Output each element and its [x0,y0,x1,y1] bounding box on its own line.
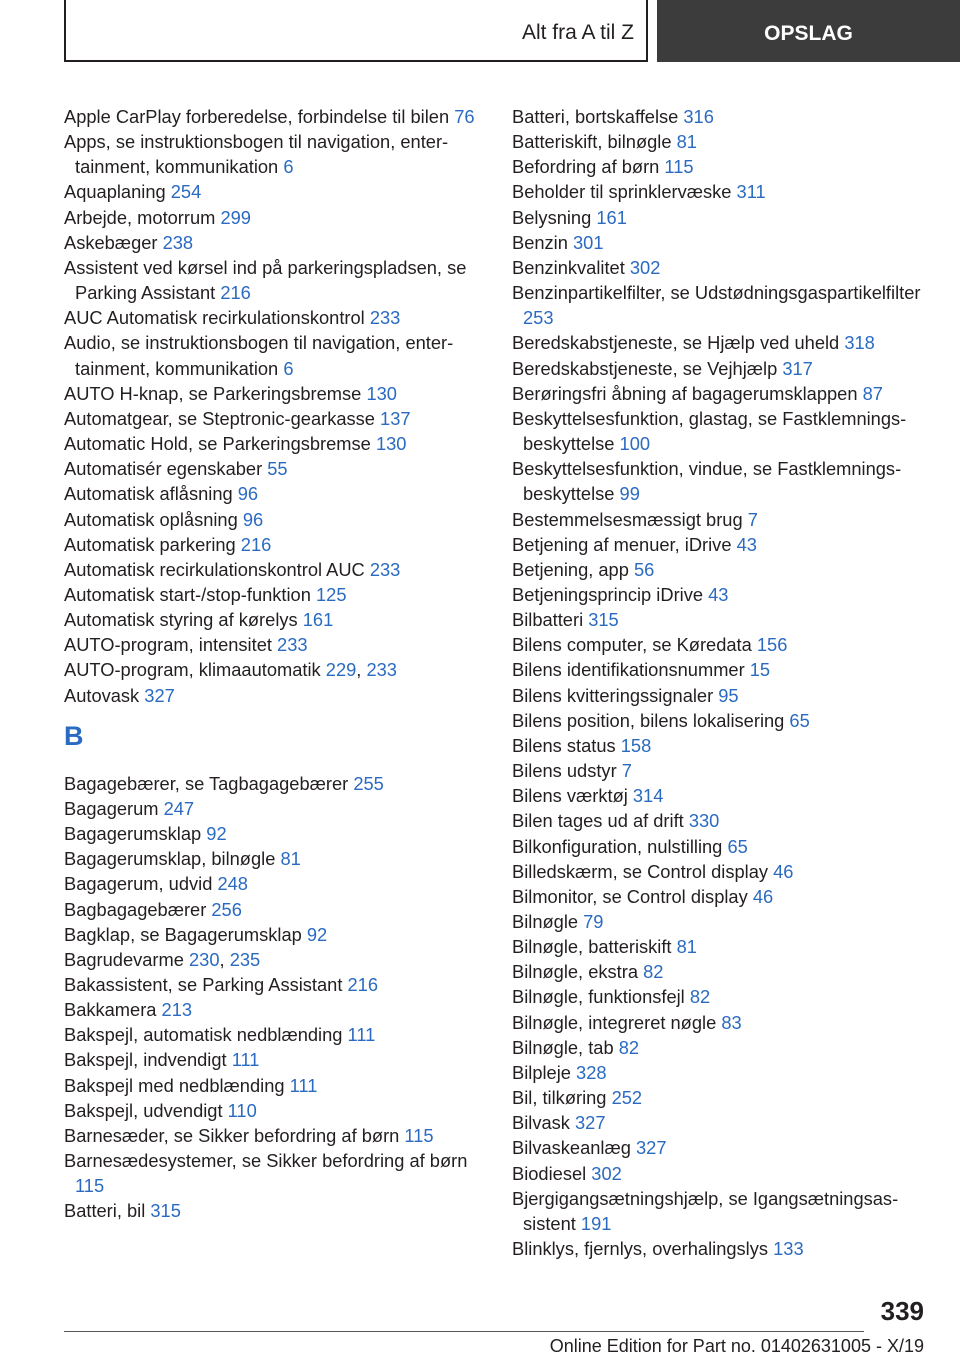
page-reference-link[interactable]: 235 [229,948,261,970]
index-term: Automatisk aflåsning [64,483,238,505]
page-reference-link[interactable]: 83 [721,1011,742,1033]
index-entry [64,431,494,456]
index-entry [512,1161,932,1186]
index-term: Betjening af menuer, iDrive [512,533,737,555]
index-term: Bagagerum, udvid [64,873,218,895]
index-entry [512,683,932,708]
index-entry [64,821,494,846]
index-entry [64,1022,494,1047]
index-term: Bilmonitor, se Control display [512,885,753,907]
page-reference-link[interactable]: 81 [676,131,697,153]
index-term: Biodiesel [512,1162,592,1184]
index-entry [64,205,494,230]
index-entry [512,230,932,255]
page-reference-link[interactable]: 233 [369,558,401,580]
index-term: AUC Automatisk recirkulationskontrol [64,307,370,329]
index-entry [512,1236,932,1261]
index-entry [64,481,494,506]
index-entry [64,997,494,1022]
page-reference-link[interactable]: 255 [353,772,384,794]
right-entries [512,104,932,1261]
index-entry [512,582,932,607]
index-entry [64,922,494,947]
page-reference-link[interactable]: 96 [242,508,264,530]
page-reference-link[interactable]: 6 [283,357,294,379]
index-term: Apple CarPlay forberedelse, forbindelse til bilen [64,106,455,127]
index-entry [64,632,494,657]
page-reference-link[interactable]: 133 [773,1238,804,1260]
page-reference-link[interactable]: 311 [736,181,766,203]
index-entry [512,507,932,532]
page-reference-link[interactable]: 248 [217,873,248,895]
header-section-label-box [64,0,648,62]
page-reference-link[interactable]: 99 [619,483,640,505]
index-entry [64,557,494,582]
index-entry [64,507,494,532]
index-term: Bilbatteri [512,609,589,631]
index-entry [64,972,494,997]
page-reference-link[interactable]: 318 [844,332,875,354]
index-entry [512,909,932,934]
page-reference-link[interactable]: 233 [277,634,308,656]
index-term: Automatisk oplåsning [64,508,243,530]
index-term: Automatisér egenskaber [64,458,268,480]
index-term: Bilpleje [512,1061,577,1083]
section-label: Alt fra A til Z [521,21,634,44]
index-entry [64,406,494,431]
index-term: Bakassistent, se Parking Assistant [64,974,348,995]
page-reference-link[interactable]: 229 [325,659,357,681]
index-entry [512,708,932,733]
index-term: Bakkamera [64,999,162,1021]
index-term: Bilens udstyr [512,760,622,782]
page-reference-link[interactable]: 161 [302,609,334,631]
page-reference-link[interactable]: 302 [591,1162,622,1184]
page-reference-link[interactable]: 238 [162,231,194,253]
page-reference-link[interactable]: 125 [315,583,347,605]
index-term: Barnesædesystemer, se Sikker befordring af børn [64,1150,468,1172]
page-reference-link[interactable]: 327 [575,1112,606,1134]
index-term: Automatisk recirkulationskontrol AUC [64,558,370,580]
left-entries-a [64,104,494,708]
index-entry [64,1198,494,1223]
page-reference-link[interactable]: 137 [380,407,411,429]
index-entry [64,683,494,708]
index-term: Bilvask [512,1112,575,1134]
page-reference-link[interactable]: 82 [618,1036,640,1058]
index-term: Bagagerum [64,797,164,819]
index-term: Beredskabstjeneste, se Hjælp ved uheld [512,332,845,354]
page-reference-link[interactable]: 7 [621,760,632,782]
index-term: Beskyttelsesfunktion, vindue, se Fastklemningsbeskyttelse [512,458,902,505]
index-term: Bilens computer, se Køredata [512,634,757,656]
index-term: Bakspejl, indvendigt [64,1049,232,1071]
index-entry [512,179,932,204]
page-reference-link[interactable]: 327 [635,1137,667,1159]
index-term: Batteri, bortskaffelse [512,106,684,127]
index-term: Bakspejl, automatisk nedblænding [64,1024,348,1046]
index-term: Batteri, bil [64,1200,151,1222]
page-reference-link[interactable]: 115 [664,156,694,178]
page-reference-link[interactable]: 317 [782,357,813,379]
index-term: Autovask [64,684,145,706]
index-term: Bakspejl, udvendigt [64,1099,228,1121]
page-reference-link[interactable]: 252 [611,1087,643,1109]
index-entry [64,255,494,305]
index-entry [512,859,932,884]
index-term: Bagagebærer, se Tagbagagebærer [64,772,354,794]
index-entry [512,783,932,808]
index-entry [64,582,494,607]
page-reference-link[interactable]: 327 [144,684,175,706]
index-term: Automatisk styring af kørelys [64,609,303,631]
page-reference-link[interactable]: 65 [789,709,810,731]
index-term: Automatgear, se Steptronic-gearkasse [64,407,381,429]
index-term: Bil, tilkøring [512,1087,612,1109]
index-entry [64,1148,494,1198]
page-reference-link[interactable]: 46 [752,885,774,907]
index-term: Befordring af børn [512,156,665,178]
index-term: Benzin [512,231,573,253]
index-entry [512,532,932,557]
index-entry [64,330,494,380]
page-reference-link[interactable]: 213 [161,999,193,1021]
index-term: Beskyttelsesfunktion, glastag, se Fastklemningsbeskyttelse [512,407,907,455]
footer-text: Online Edition for Part no. 01402631005 - X/19 [549,1336,924,1356]
index-term: Bilens position, bilens lokalisering [512,709,790,731]
index-term: Arbejde, motorrum [64,206,221,228]
index-term: Beholder til sprinklervæske [512,181,737,203]
index-entry [512,808,932,833]
index-term: Benzinkvalitet [512,256,630,278]
index-term: Berøringsfri åbning af bagagerumsklappen [512,382,863,404]
page-reference-link[interactable]: 111 [289,1074,318,1096]
index-term: Automatic Hold, se Parkeringsbremse [64,433,376,455]
index-entry [512,632,932,657]
page-reference-link[interactable]: 161 [596,206,627,228]
index-term: Batteriskift, bilnøgle [512,131,677,153]
page-reference-link[interactable]: 315 [588,609,619,631]
page-reference-link[interactable]: 256 [211,898,242,920]
index-term: Bilnøgle, ekstra [512,961,644,983]
page-reference-link[interactable]: 254 [170,181,202,203]
right-column [512,104,932,1261]
page-reference-link[interactable]: 65 [727,835,748,857]
index-term: Bagbagagebærer [64,898,212,920]
page-reference-link[interactable]: 87 [862,382,883,404]
index-entry [512,984,932,1009]
index-term: Askebæger [64,231,163,253]
index-entry [512,129,932,154]
index-term: Bilens identifikationsnummer [512,659,750,681]
section-letter: B [64,720,84,751]
index-term: Bestemmelsesmæssigt brug [512,508,748,530]
index-entry [512,834,932,859]
page-reference-link[interactable]: 110 [227,1099,257,1121]
index-term: Bagrudevarme [64,948,189,970]
index-entry [64,846,494,871]
index-entry [512,1060,932,1085]
page-reference-link[interactable]: 158 [620,734,652,756]
page-reference-link[interactable]: 216 [220,282,251,304]
index-term: Bagagerumsklap [64,823,207,845]
index-entry [64,129,494,179]
index-entry [512,406,932,456]
page-reference-link[interactable]: 92 [206,823,227,845]
page-reference-link[interactable]: 15 [749,659,771,681]
index-entry [64,104,494,129]
index-entry [512,1110,932,1135]
page-reference-link[interactable]: 76 [454,106,475,127]
page-reference-link[interactable]: 100 [619,433,651,455]
index-entry [64,1123,494,1148]
page-reference-link[interactable]: 315 [150,1200,181,1222]
index-term: Belysning [512,206,597,228]
index-term: Bagklap, se Bagagerumsklap [64,923,307,945]
page-reference-link[interactable]: 6 [283,156,294,178]
index-term: Barnesæder, se Sikker befordring af børn [64,1124,405,1146]
index-entry: Bagrudevarme 230, 235 [64,948,261,970]
index-entry [64,1073,494,1098]
page-reference-link[interactable]: 302 [629,256,661,278]
index-term: AUTO-program, klimaautomatik [64,659,326,681]
index-term: Bilnøgle, funktionsfejl [512,986,690,1008]
page-reference-link[interactable]: 111 [347,1024,376,1046]
index-entry [512,1135,932,1160]
page-reference-link[interactable]: 316 [683,106,714,127]
page-reference-link[interactable]: 156 [756,634,788,656]
page-reference-link[interactable]: 299 [220,206,251,228]
index-term: Benzinpartikelfilter, se Udstødningsgaspartikelfilter [512,282,921,304]
index-term: Bilens værktøj [512,785,633,807]
page-reference-link[interactable]: 95 [718,684,739,706]
page-reference-link[interactable]: 230 [189,948,220,970]
index-term: Assistent ved kørsel ind på parkeringspladsen, se Parking Assistant [64,256,467,304]
page-reference-link[interactable]: 92 [306,923,328,945]
header-tab [657,0,960,62]
index-term: Bagagerumsklap, bilnøgle [64,848,281,870]
page-reference-link[interactable]: 115 [75,1175,105,1197]
index-term: Beredskabstjeneste, se Vejhjælp [512,357,783,379]
index-entry [64,771,494,796]
index-term: Aquaplaning [64,181,171,203]
index-entry [64,796,494,821]
index-term: Bilnøgle [512,911,584,932]
index-term: Bilens kvitteringssignaler [512,684,719,706]
index-entry [512,330,932,355]
index-entry [64,1047,494,1072]
page-reference-link[interactable]: 191 [580,1212,612,1234]
index-entry [64,305,494,330]
index-term: Bilnøgle, tab [512,1036,619,1058]
index-entry [64,607,494,632]
left-column [64,104,494,1224]
index-term: Automatisk start-/stop-funktion [64,583,316,605]
index-term: Bilen tages ud af drift [512,810,689,832]
index-entry [512,1186,932,1236]
index-entry [64,532,494,557]
index-entry [512,607,932,632]
index-entry [512,657,932,682]
page-reference-link[interactable]: 301 [572,231,604,253]
index-entry [512,381,932,406]
index-term: Bilnøgle, batteriskift [512,936,677,958]
page-reference-link[interactable]: 82 [689,986,711,1008]
page-reference-link[interactable]: 81 [676,936,697,958]
left-entries-b [64,771,494,1224]
index-entry [64,230,494,255]
index-entry [64,871,494,896]
page-reference-link[interactable]: 81 [280,848,301,870]
index-term: Bilkonfiguration, nulstilling [512,835,728,857]
page-reference-link[interactable]: 314 [632,785,664,807]
index-entry [512,456,932,506]
index-term: Bakspejl med nedblænding [64,1074,290,1096]
page-reference-link[interactable]: 115 [404,1124,434,1146]
index-term: Bjergigangsætningshjælp, se Igangsætningsassistent [512,1187,899,1234]
index-entry [512,104,932,129]
index-entry [512,154,932,179]
index-entry [64,179,494,204]
page-reference-link[interactable]: 328 [576,1061,607,1083]
index-term: Blinklys, fjernlys, overhalingslys [512,1238,774,1260]
page-reference-link[interactable]: 253 [523,307,554,329]
index-entry [512,959,932,984]
index-entry [512,1035,932,1060]
page-reference-link[interactable]: 55 [267,458,288,480]
index-term: Automatisk parkering [64,533,241,555]
page-reference-link[interactable]: 233 [366,659,397,681]
page-reference-link[interactable]: 43 [736,533,757,555]
index-entry [64,456,494,481]
page-reference-link[interactable]: 96 [237,483,259,505]
page-reference-link[interactable]: 216 [240,533,272,555]
page-reference-link[interactable]: 330 [688,810,720,832]
index-entry [64,1098,494,1123]
index-entry [512,557,932,582]
page-reference-link[interactable]: 7 [747,508,758,530]
page-reference-link[interactable]: 216 [347,974,379,995]
index-term: Betjening, app [512,558,634,580]
page-reference-link[interactable]: 56 [633,558,655,580]
index-entry: AUTO-program, klimaautomatik 229, 233 [64,659,397,681]
index-entry [512,280,932,330]
index-entry [64,381,494,406]
footer-divider [64,1331,864,1332]
index-entry [512,255,932,280]
index-term: Billedskærm, se Control display [512,860,774,882]
page-reference-link[interactable]: 247 [163,797,195,819]
index-entry [512,1010,932,1035]
index-entry [512,884,932,909]
page-reference-link[interactable]: 79 [583,911,604,932]
index-term: Bilnøgle, integreret nøgle [512,1011,722,1033]
page-reference-link[interactable]: 111 [231,1049,260,1071]
page-reference-link[interactable]: 130 [375,433,407,455]
index-entry [512,356,932,381]
page-reference-link[interactable]: 46 [773,860,794,882]
index-term: AUTO-program, intensitet [64,634,278,656]
index-entry [64,897,494,922]
index-term: Apps, se instruktionsbogen til navigation, entertainment, kommunikation [64,131,449,178]
index-term: Audio, se instruktionsbogen til navigation, entertainment, kommunikation [64,332,454,379]
index-term: Bilvaskeanlæg [512,1137,636,1159]
tab-label: OPSLAG [764,22,853,45]
page-number: 339 [880,1296,924,1326]
page-reference-link[interactable]: 43 [708,583,729,605]
index-term: AUTO H-knap, se Parkeringsbremse [64,382,367,404]
index-entry [512,733,932,758]
index-term: Bilens status [512,734,621,756]
page-reference-link[interactable]: 233 [369,307,401,329]
index-entry [512,1085,932,1110]
index-term: Betjeningsprincip iDrive [512,583,709,605]
page-reference-link[interactable]: 130 [366,382,397,404]
index-entry [512,205,932,230]
page-reference-link[interactable]: 82 [643,961,664,983]
index-entry [512,758,932,783]
index-entry [512,934,932,959]
